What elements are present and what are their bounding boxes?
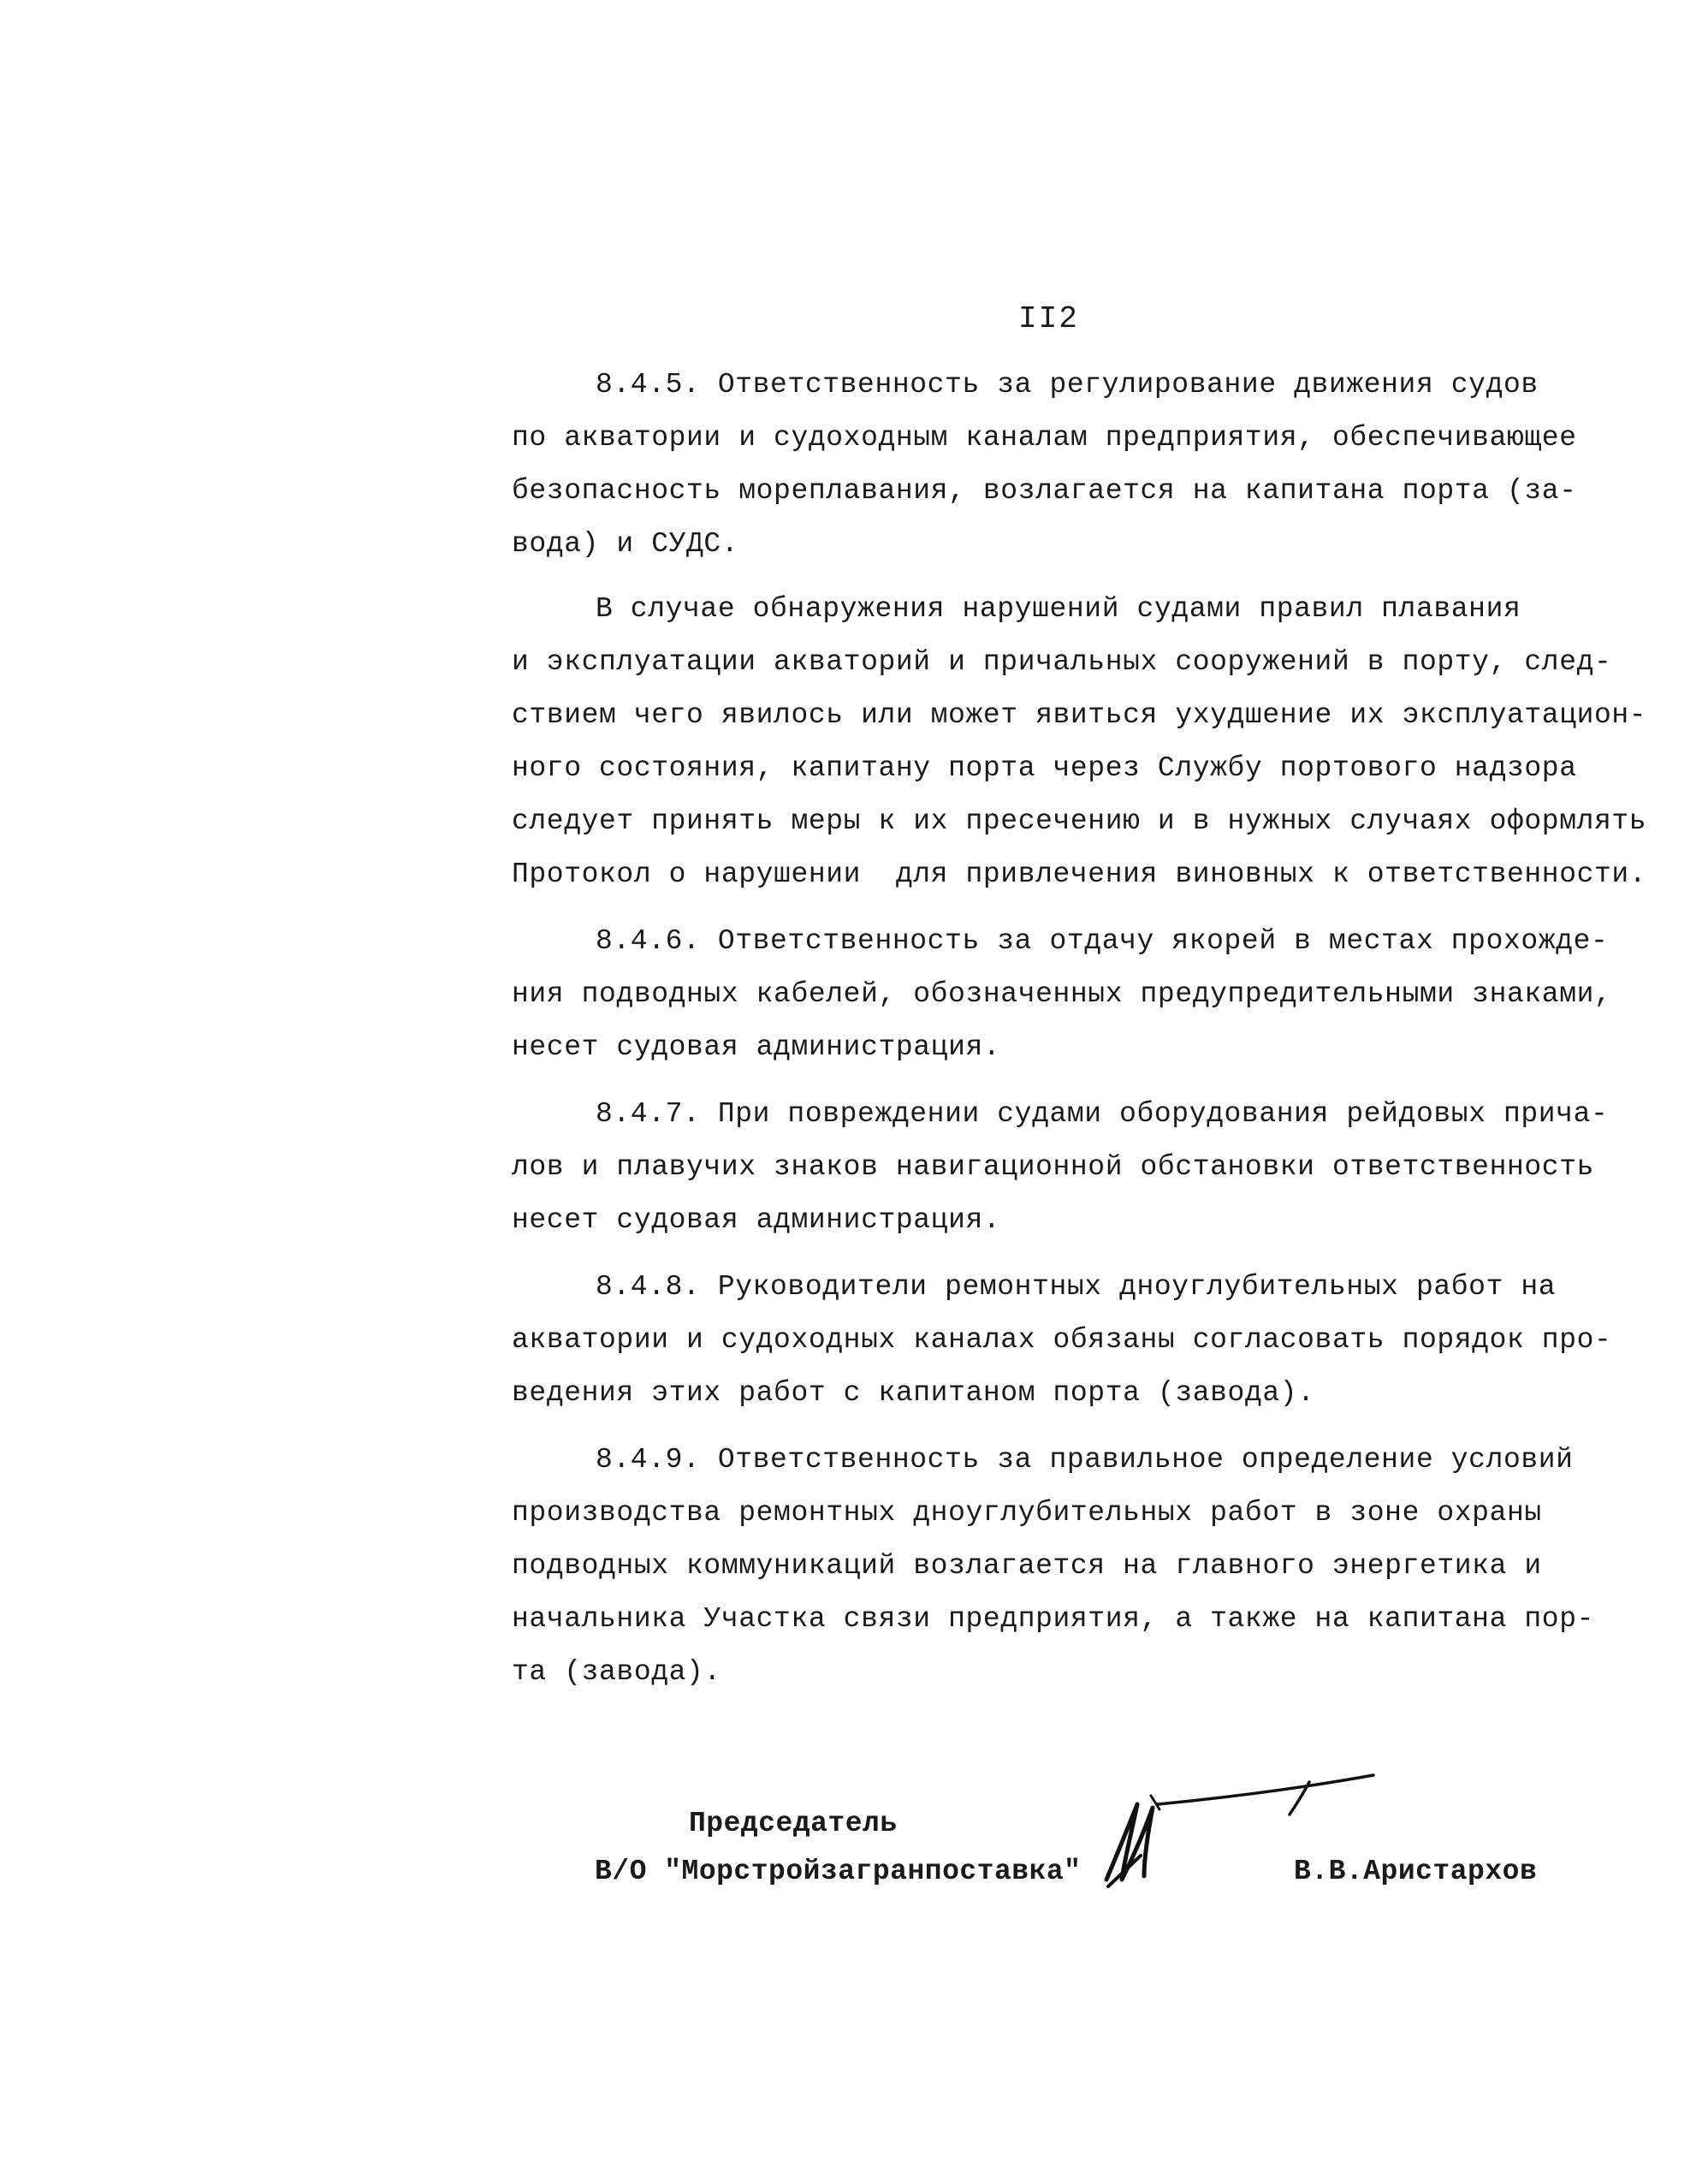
text-line: ведения этих работ с капитаном порта (завода). [512,1377,1315,1409]
text-line: ния подводных кабелей, обозначенных предупредительными знаками, [512,978,1612,1010]
text-line: несет судовая администрация. [512,1204,1001,1236]
text-line: ного состояния, капитану порта через Службу портового надзора [512,752,1577,784]
text-line: производства ремонтных дноуглубительных работ в зоне охраны [512,1497,1542,1529]
text-line: та (завода). [512,1656,721,1688]
text-line: несет судовая администрация. [512,1031,1001,1063]
text-line: и эксплуатации акваторий и причальных сооружений в порту, след- [512,646,1612,678]
text-line: по акватории и судоходным каналам предприятия, обеспечивающее [512,422,1577,454]
text-line: Протокол о нарушении для привлечения виновных к ответственности. [512,858,1647,890]
text-line: безопасность мореплавания, возлагается на капитана порта (за- [512,475,1577,507]
text-line: лов и плавучих знаков навигационной обстановки ответственность [512,1151,1594,1183]
text-line: акватории и судоходных каналах обязаны согласовать порядок про- [512,1324,1612,1356]
text-line: 8.4.9. Ответственность за правильное определение условий [596,1444,1574,1476]
text-line: подводных коммуникаций возлагается на главного энергетика и [512,1550,1542,1582]
signatory-organization: В/О "Морстройзагранпоставка" [595,1856,1082,1887]
signatory-title: Председатель [689,1808,898,1839]
text-line: 8.4.6. Ответственность за отдачу якорей в местах прохожде- [596,925,1609,957]
text-line: 8.4.5. Ответственность за регулирование движения судов [596,369,1539,401]
signatory-name: В.В.Аристархов [1294,1856,1538,1887]
text-line: следует принять меры к их пресечению и в нужных случаях оформлять [512,805,1647,837]
text-line: ствием чего явилось или может явиться ухудшение их эксплуатацион- [512,699,1647,731]
text-line: начальника Участка связи предприятия, а также на капитана пор- [512,1603,1594,1635]
text-line: В случае обнаружения нарушений судами правил плавания [596,593,1521,625]
page-number: II2 [1018,301,1079,336]
text-line: вода) и СУДС. [512,528,739,560]
text-line: 8.4.8. Руководители ремонтных дноуглубительных работ на [596,1271,1557,1303]
text-line: 8.4.7. При повреждении судами оборудования рейдовых прича- [596,1098,1609,1130]
